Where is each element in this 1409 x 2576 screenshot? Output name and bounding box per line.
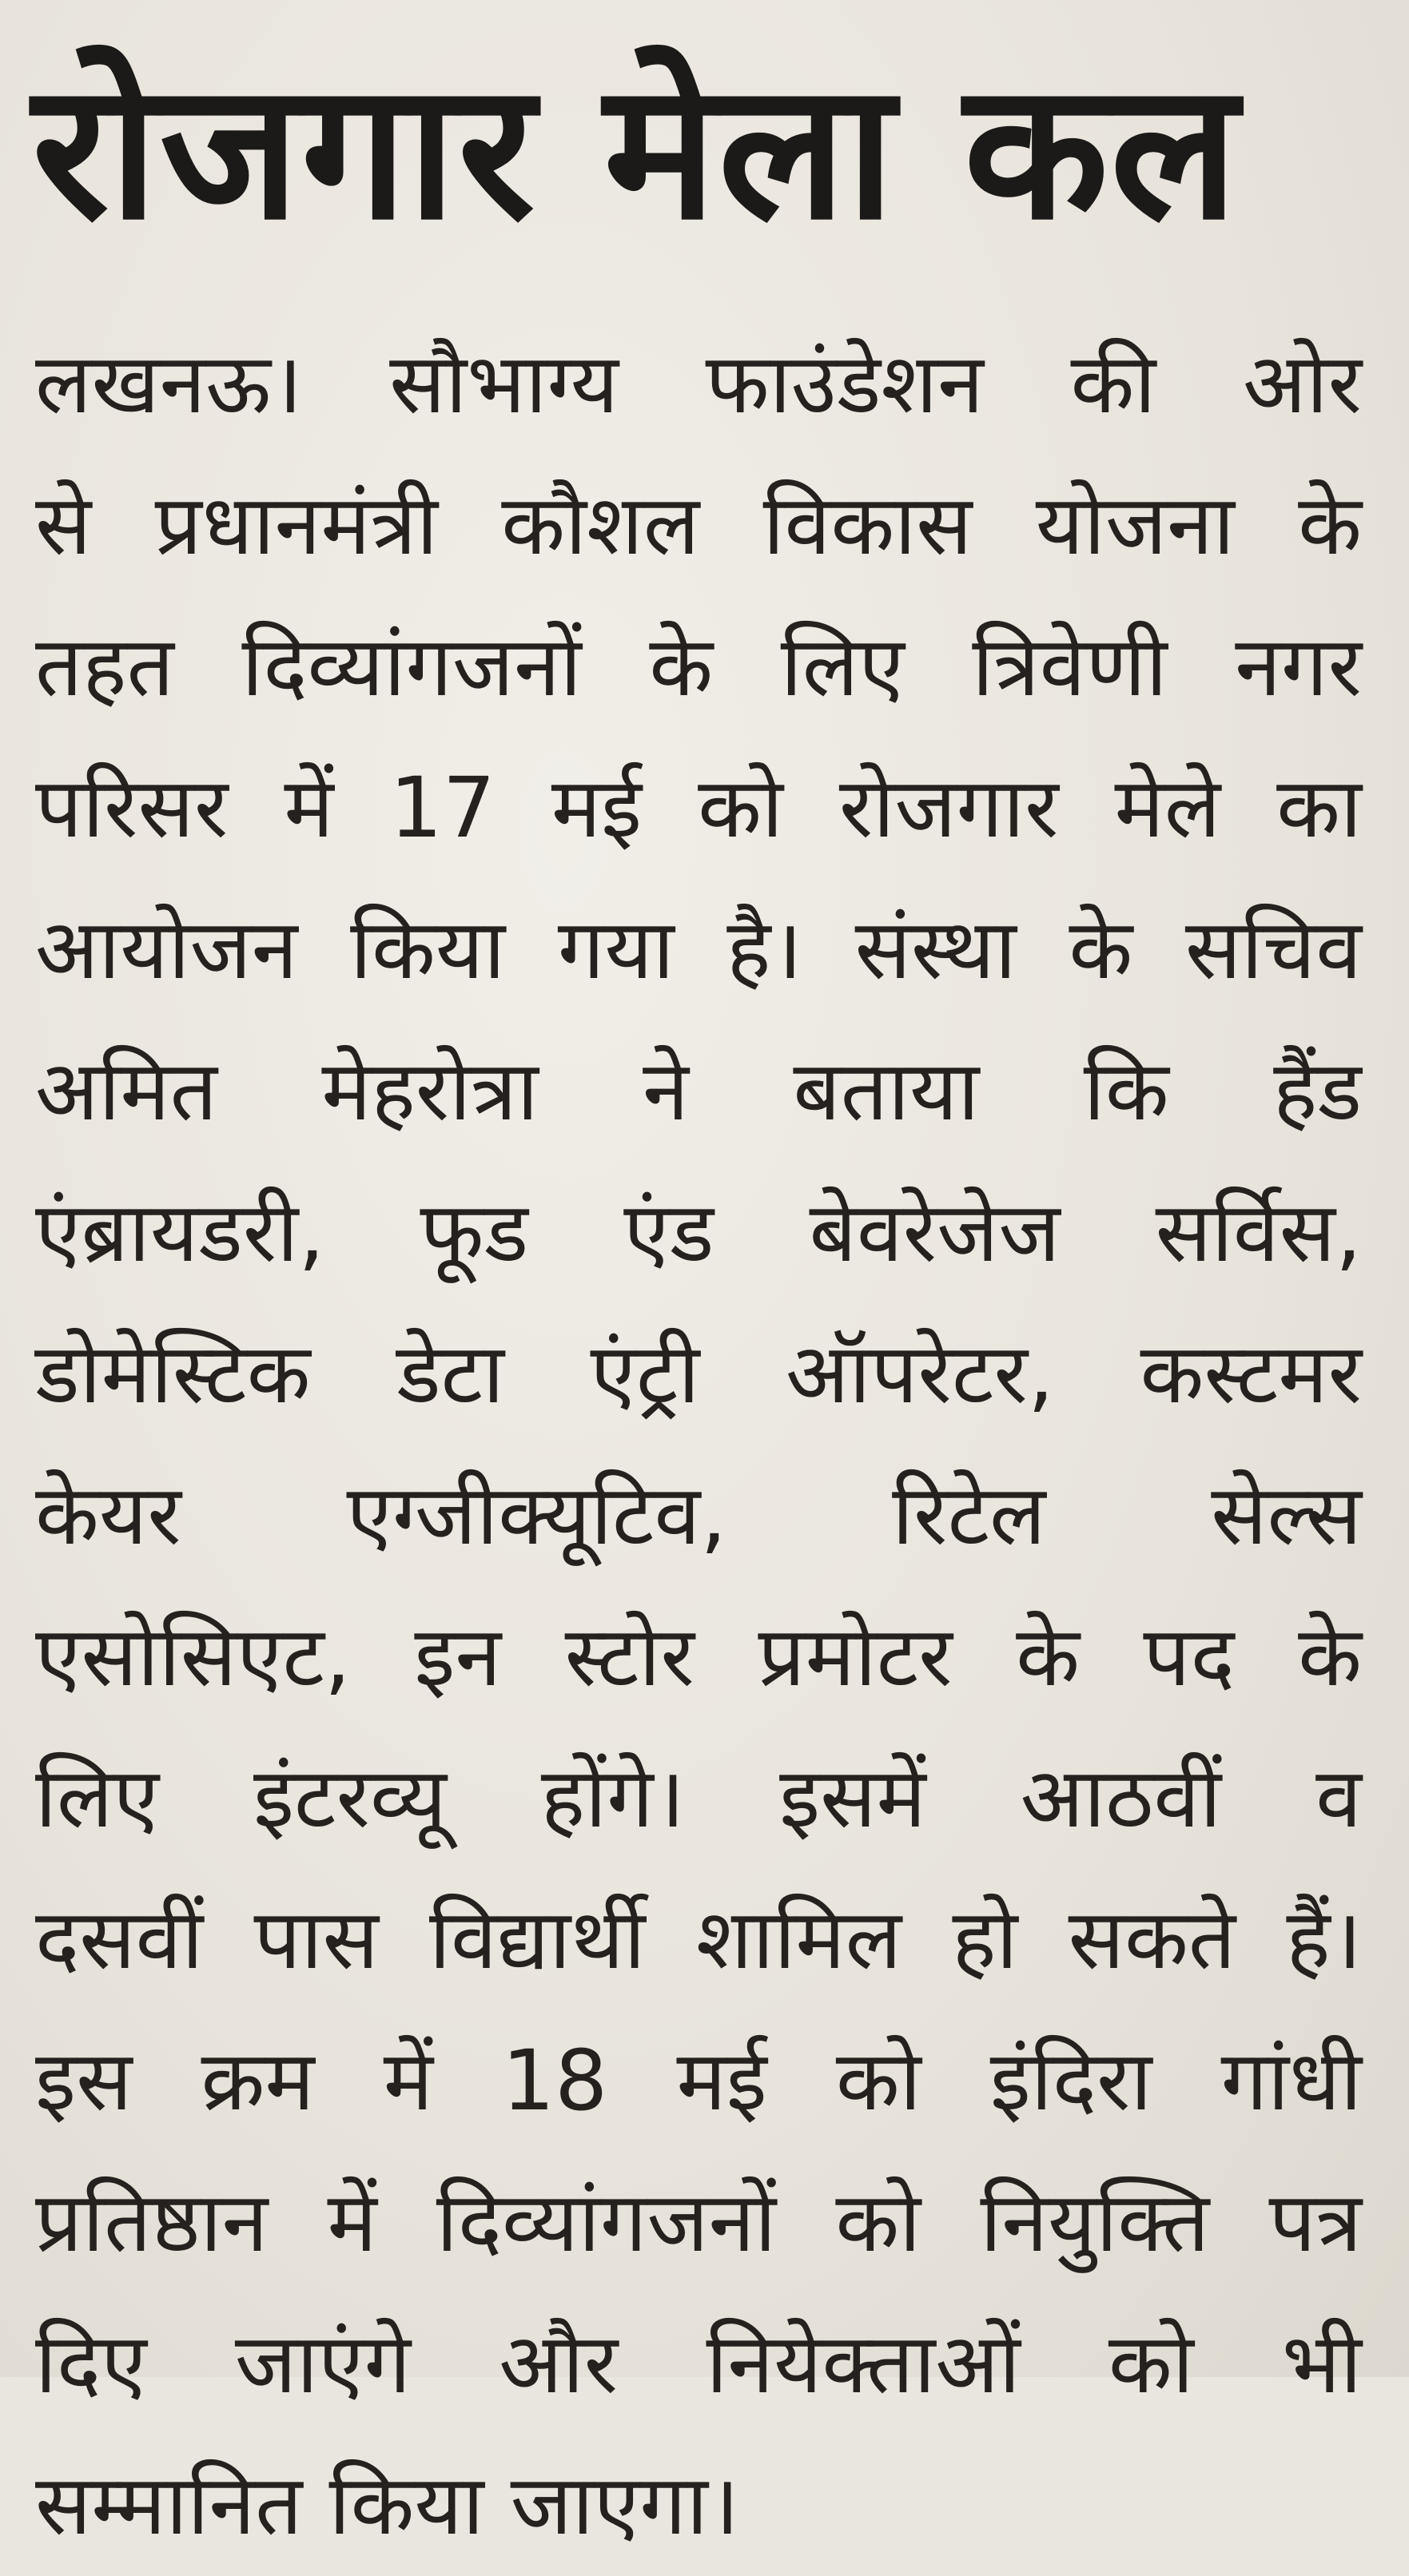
article-line: परिसर में 17 मई को रोजगार मेले का: [35, 759, 1362, 857]
article-line: एसोसिएट, इन स्टोर प्रमोटर के पद के: [35, 1608, 1362, 1705]
article-line: अमित मेहरोत्रा ने बताया कि हैंड: [35, 1042, 1362, 1139]
article-line: डोमेस्टिक डेटा एंट्री ऑपरेटर, कस्टमर: [35, 1325, 1362, 1422]
article-line: लखनऊ। सौभाग्य फाउंडेशन की ओर: [35, 335, 1362, 432]
article-line: से प्रधानमंत्री कौशल विकास योजना के: [35, 476, 1362, 574]
article-line: तहत दिव्यांगजनों के लिए त्रिवेणी नगर: [35, 618, 1362, 715]
article-line: केयर एग्जीक्यूटिव, रिटेल सेल्स: [35, 1466, 1362, 1564]
article-line: लिए इंटरव्यू होंगे। इसमें आठवीं व: [35, 1749, 1362, 1847]
article-line: प्रतिष्ठान में दिव्यांगजनों को नियुक्ति पत्र: [35, 2173, 1362, 2271]
article-line: आयोजन किया गया है। संस्था के सचिव: [35, 900, 1362, 998]
article-line: दिए जाएंगे और नियेक्ताओं को भी: [35, 2315, 1362, 2412]
article-body: [35, 313, 1362, 2576]
headline: रोजगार मेला कल: [32, 42, 1240, 261]
article-line: इस क्रम में 18 मई को इंदिरा गांधी: [35, 2032, 1362, 2129]
article-line: सम्मानित किया जाएगा।: [35, 2456, 740, 2554]
article-line: दसवीं पास विद्यार्थी शामिल हो सकते हैं।: [35, 1890, 1362, 1988]
article-line: एंब्रायडरी, फूड एंड बेवरेजेज सर्विस,: [35, 1183, 1362, 1281]
